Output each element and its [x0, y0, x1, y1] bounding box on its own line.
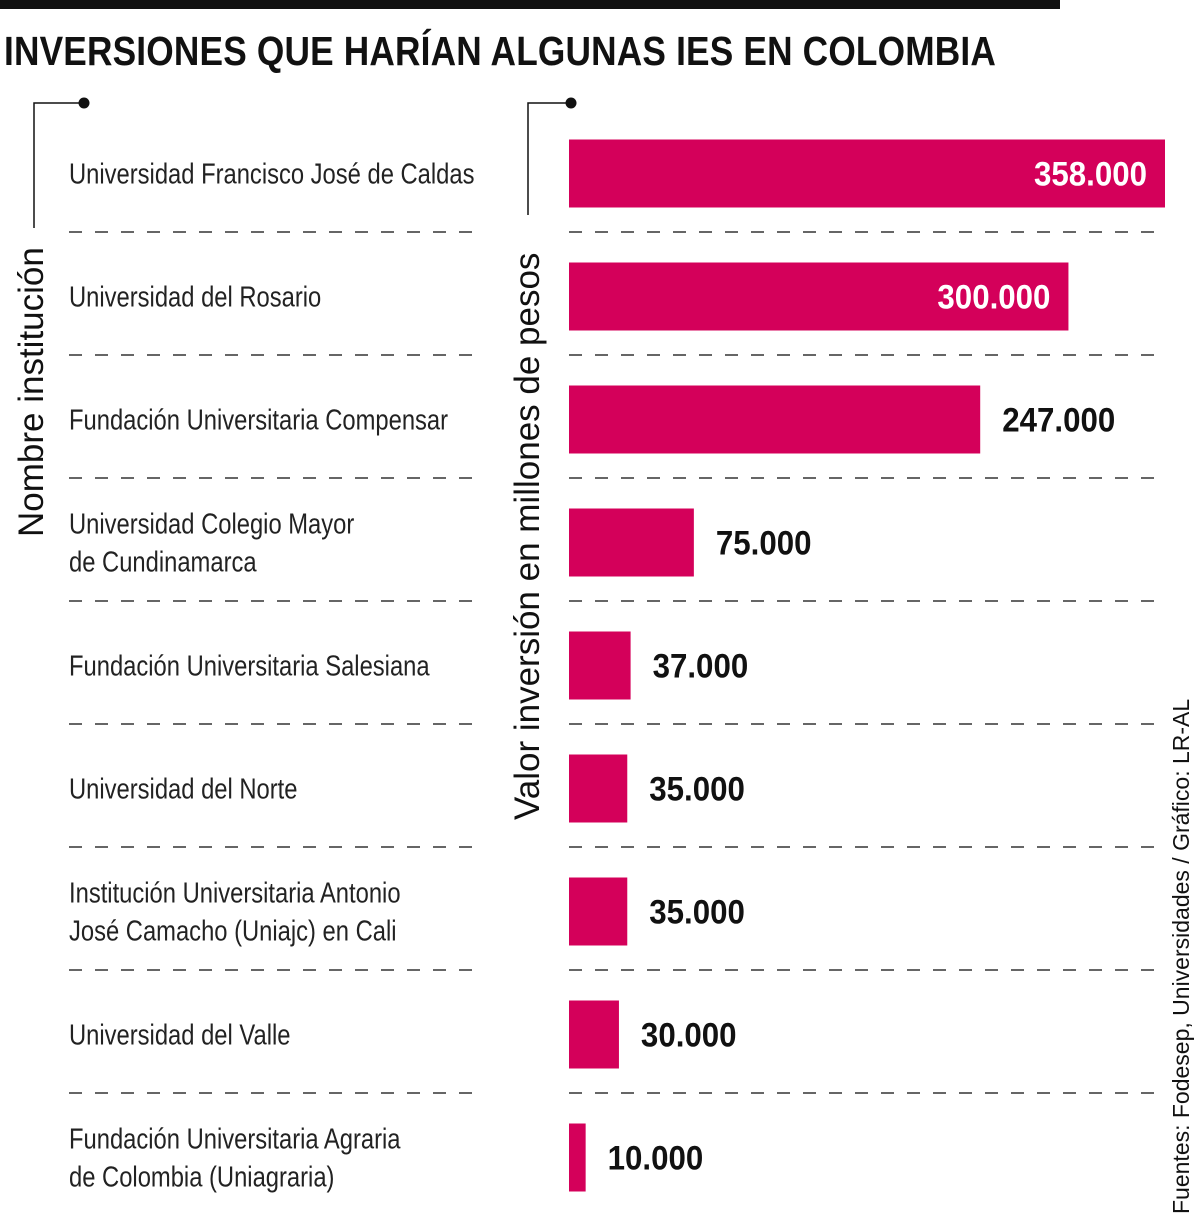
value-label: 30.000	[640, 1015, 737, 1054]
category-label: Universidad Francisco José de Caldas	[69, 157, 475, 191]
bar	[569, 509, 694, 577]
category-label: Universidad Colegio Mayor de Cundinamarca	[69, 507, 355, 579]
category-label: Universidad del Rosario	[69, 280, 322, 314]
x-axis-bracket-dot	[566, 98, 577, 109]
category-label: Institución Universitaria Antonio José Camacho (Uniajc) en Cali	[69, 876, 401, 948]
bar	[569, 386, 980, 454]
category-labels	[69, 157, 474, 1193]
value-label: 358.000	[1033, 154, 1147, 193]
y-axis-bracket-dot	[79, 98, 90, 109]
value-label: 35.000	[649, 769, 745, 808]
bar	[569, 755, 627, 823]
x-axis-bracket	[528, 103, 571, 215]
source-note: Fuentes: Fodesep, Universidades / Gráfico: LR-AL	[1168, 698, 1194, 1214]
x-axis-label: Valor inversión en millones de pesos	[508, 252, 547, 820]
bar	[569, 1001, 619, 1069]
category-label: Fundación Universitaria Agraria de Colombia (Uniagraria)	[69, 1122, 401, 1194]
category-label: Universidad del Norte	[69, 772, 298, 806]
value-label: 300.000	[937, 277, 1051, 316]
chart-title: INVERSIONES QUE HARÍAN ALGUNAS IES EN COLOMBIA	[4, 28, 997, 74]
bar	[569, 1124, 586, 1192]
category-label: Fundación Universitaria Salesiana	[69, 649, 430, 683]
value-label: 10.000	[607, 1138, 704, 1177]
category-label: Universidad del Valle	[69, 1018, 291, 1052]
value-label: 37.000	[652, 646, 749, 685]
value-label: 75.000	[715, 523, 812, 562]
bar	[569, 632, 631, 700]
value-label: 35.000	[649, 892, 745, 931]
bar	[569, 878, 627, 946]
category-label: Fundación Universitaria Compensar	[69, 403, 449, 437]
y-axis-label: Nombre institución	[12, 247, 51, 537]
value-label: 247.000	[1002, 400, 1116, 439]
